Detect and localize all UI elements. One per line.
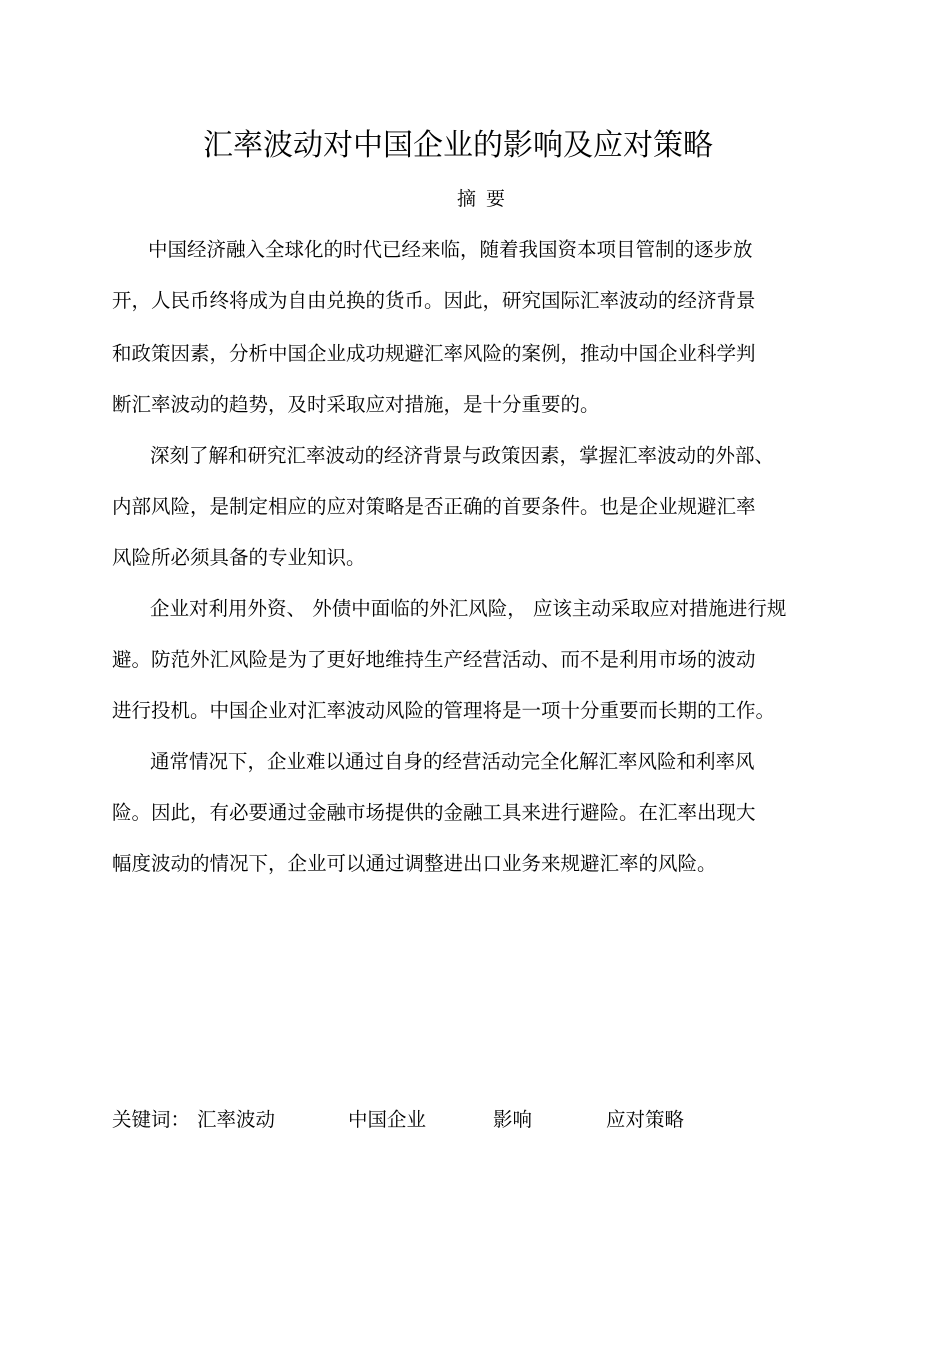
paragraph-2-line-3: 风险所必须具备的专业知识。 — [112, 546, 366, 569]
paragraph-2-line-1: 深刻了解和研究汇率波动的经济背景与政策因素，掌握汇率波动的外部、 — [150, 444, 775, 467]
paragraph-4-line-2: 险。因此，有必要通过金融市场提供的金融工具来进行避险。在汇率出现大 — [112, 801, 756, 824]
paragraph-1-line-4: 断汇率波动的趋势，及时采取应对措施，是十分重要的。 — [112, 393, 600, 416]
paragraph-4-line-1: 通常情况下，企业难以通过自身的经营活动完全化解汇率风险和利率风 — [150, 750, 755, 773]
keyword-item: 应对策略 — [606, 1108, 685, 1131]
paragraph-1-line-1: 中国经济融入全球化的时代已经来临，随着我国资本项目管制的逐步放 — [148, 238, 753, 261]
abstract-heading: 摘要 — [456, 188, 515, 210]
keyword-item: 汇率波动 — [197, 1108, 276, 1131]
document-title: 汇率波动对中国企业的影响及应对策略 — [203, 128, 713, 163]
paragraph-4-line-3: 幅度波动的情况下，企业可以通过调整进出口业务来规避汇率的风险。 — [112, 852, 717, 875]
paragraph-1-line-3: 和政策因素，分析中国企业成功规避汇率风险的案例，推动中国企业科学判 — [112, 342, 756, 365]
keyword-item: 中国企业 — [348, 1108, 427, 1131]
paragraph-1-line-2: 开，人民币终将成为自由兑换的货币。因此，研究国际汇率波动的经济背景 — [112, 289, 756, 312]
keyword-item: 影响 — [493, 1108, 533, 1131]
paragraph-2-line-2: 内部风险，是制定相应的应对策略是否正确的首要条件。也是企业规避汇率 — [112, 495, 756, 518]
keywords-label: 关键词： — [112, 1108, 191, 1131]
paragraph-3-line-2: 避。防范外汇风险是为了更好地维持生产经营活动、而不是利用市场的波动 — [112, 648, 756, 671]
paragraph-3-line-3: 进行投机。中国企业对汇率波动风险的管理将是一项十分重要而长期的工作。 — [112, 699, 776, 722]
paragraph-3-line-1: 企业对利用外资、 外债中面临的外汇风险， 应该主动采取应对措施进行规 — [150, 597, 787, 620]
